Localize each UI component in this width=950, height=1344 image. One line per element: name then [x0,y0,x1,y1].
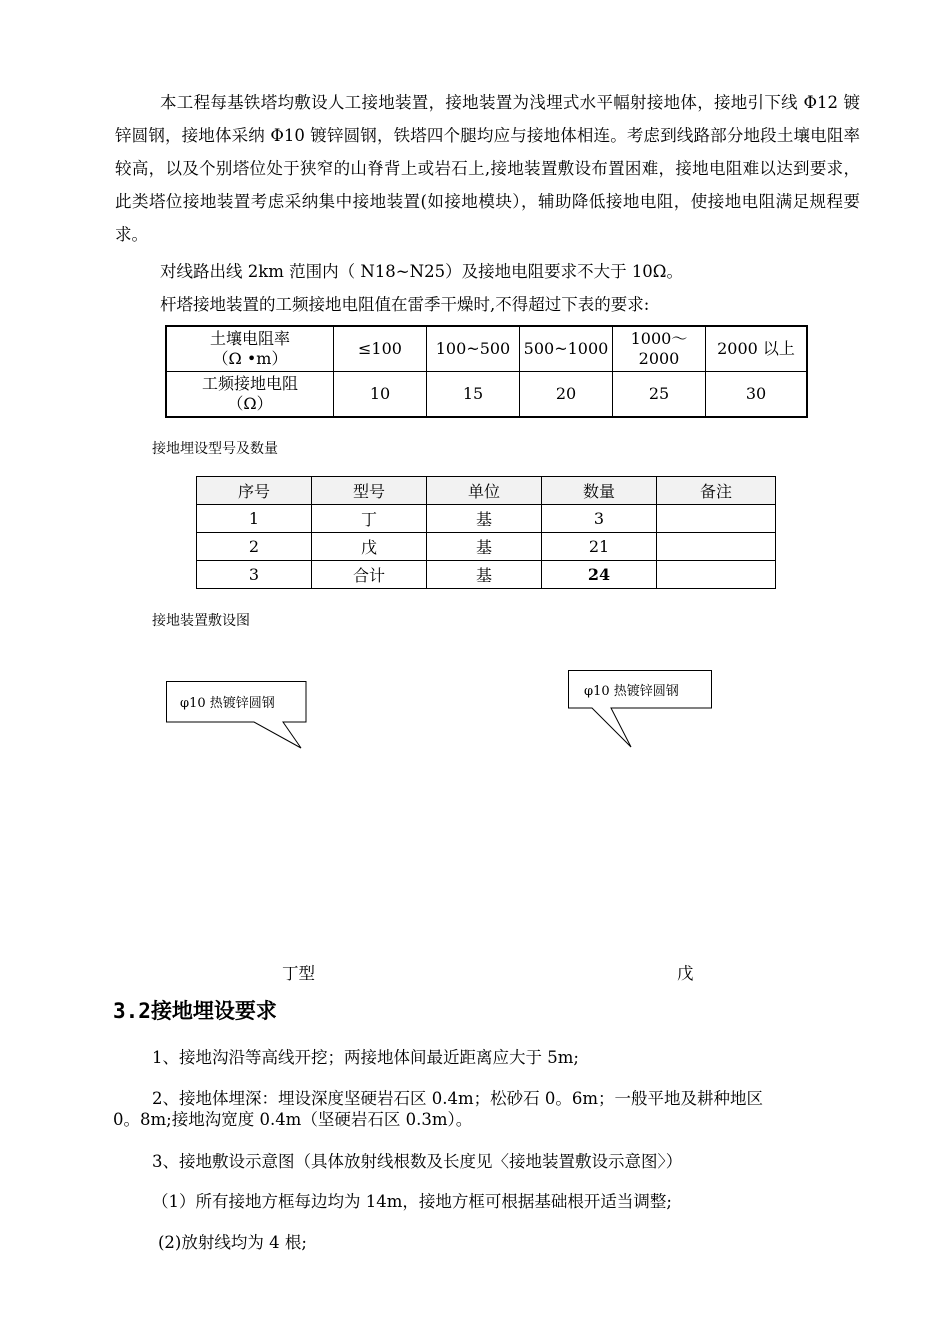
table-cell: 100~500 [427,326,520,372]
section-item-2-line-2: 0。8m;接地沟宽度 0.4m（坚硬岩石区 0.3m）。 [113,1110,473,1129]
table-cell: 15 [427,372,520,418]
section-item-4: （1）所有接地方框每边均为 14m，接地方框可根据基础根开适当调整; [152,1192,672,1211]
table-header-cell [166,326,334,372]
diagram-caption: 接地装置敷设图 [152,613,250,629]
diagram-label-left: 丁型 [282,964,315,983]
table-cell [613,326,706,372]
table-cell: 10 [334,372,427,418]
table-cell: 合计 [312,561,427,589]
table-cell: 20 [520,372,613,418]
section-item-1: 1、接地沟沿等高线开挖；两接地体间最近距离应大于 5m; [152,1048,579,1067]
table-cell: 戊 [312,533,427,561]
table-row [197,533,776,561]
table-cell: 25 [613,372,706,418]
diagram-label-right: 戊 [677,964,694,983]
intro-line-2: 对线路出线 2km 范围内（ N18~N25）及接地电阻要求不大于 10Ω。 [160,262,683,281]
header-line: 工频接地电阻 [201,374,298,393]
table-cell: 24 [542,561,657,589]
table-cell [657,505,776,533]
section-item-3: 3、接地敷设示意图（具体放射线根数及长度见〈接地装置敷设示意图〉） [152,1152,683,1171]
table-cell: 2 [197,533,312,561]
table-cell: 3 [197,561,312,589]
table-cell: 基 [427,505,542,533]
table-header-cell: 型号 [312,477,427,505]
table-row [197,561,776,589]
table-cell: ≤100 [334,326,427,372]
section-item-5: (2)放射线均为 4 根; [158,1233,307,1252]
cell-line: 2000 [638,349,680,368]
table-cell: 30 [706,372,808,418]
table-header-cell: 单位 [427,477,542,505]
intro-line-3: 杆塔接地装置的工频接地电阻值在雷季干燥时,不得超过下表的要求: [160,295,650,314]
header-line: 土壤电阻率 [209,329,290,348]
table-cell: 基 [427,533,542,561]
table-header-row [197,477,776,505]
section-item-2-line-1: 2、接地体埋深：埋设深度坚硬岩石区 0.4m；松砂石 0。6m；一般平地及耕种地区 [152,1089,764,1108]
table-header-cell: 序号 [197,477,312,505]
resistance-table [165,325,808,418]
intro-paragraph: 本工程每基铁塔均敷设人工接地装置，接地装置为浅埋式水平幅射接地体，接地引下线 Φ12 镀锌圆钢，接地体采纳 Φ10 镀锌圆钢，铁塔四个腿均应与接地体相连。考虑到线路部分地段土壤电阻率较高，以及个别塔位处于狭窄的山脊背上或岩石上,接地装置敷设布置困难，接地电阻难以达到要求，此类塔位接地装置考虑采纳集中接地装置(如接地模块），辅助降低接地电阻，使接地电阻满足规程要求。 [115,93,860,244]
table-row [197,505,776,533]
table-header-cell [166,372,334,418]
table-cell: 基 [427,561,542,589]
table-cell: 3 [542,505,657,533]
table-cell: 500~1000 [520,326,613,372]
callout-right-text: φ10 热镀锌圆钢 [584,684,679,699]
table-cell: 1 [197,505,312,533]
header-line: （Ω •m） [212,349,288,368]
section-title: 接地埋设要求 [150,999,277,1023]
table-cell: 2000 以上 [706,326,808,372]
count-table-caption: 接地埋设型号及数量 [152,441,278,457]
header-line: （Ω） [227,394,273,413]
table-row [166,372,807,418]
table-header-cell: 备注 [657,477,776,505]
table-header-cell: 数量 [542,477,657,505]
section-heading [113,995,277,1025]
table-cell: 丁 [312,505,427,533]
callout-left-text: φ10 热镀锌圆钢 [180,696,275,711]
cell-line: 1000～ [630,329,688,348]
count-table [196,476,776,589]
table-row [166,326,807,372]
table-cell: 21 [542,533,657,561]
table-cell [657,533,776,561]
table-cell [657,561,776,589]
section-number: 3.2 [113,999,151,1023]
